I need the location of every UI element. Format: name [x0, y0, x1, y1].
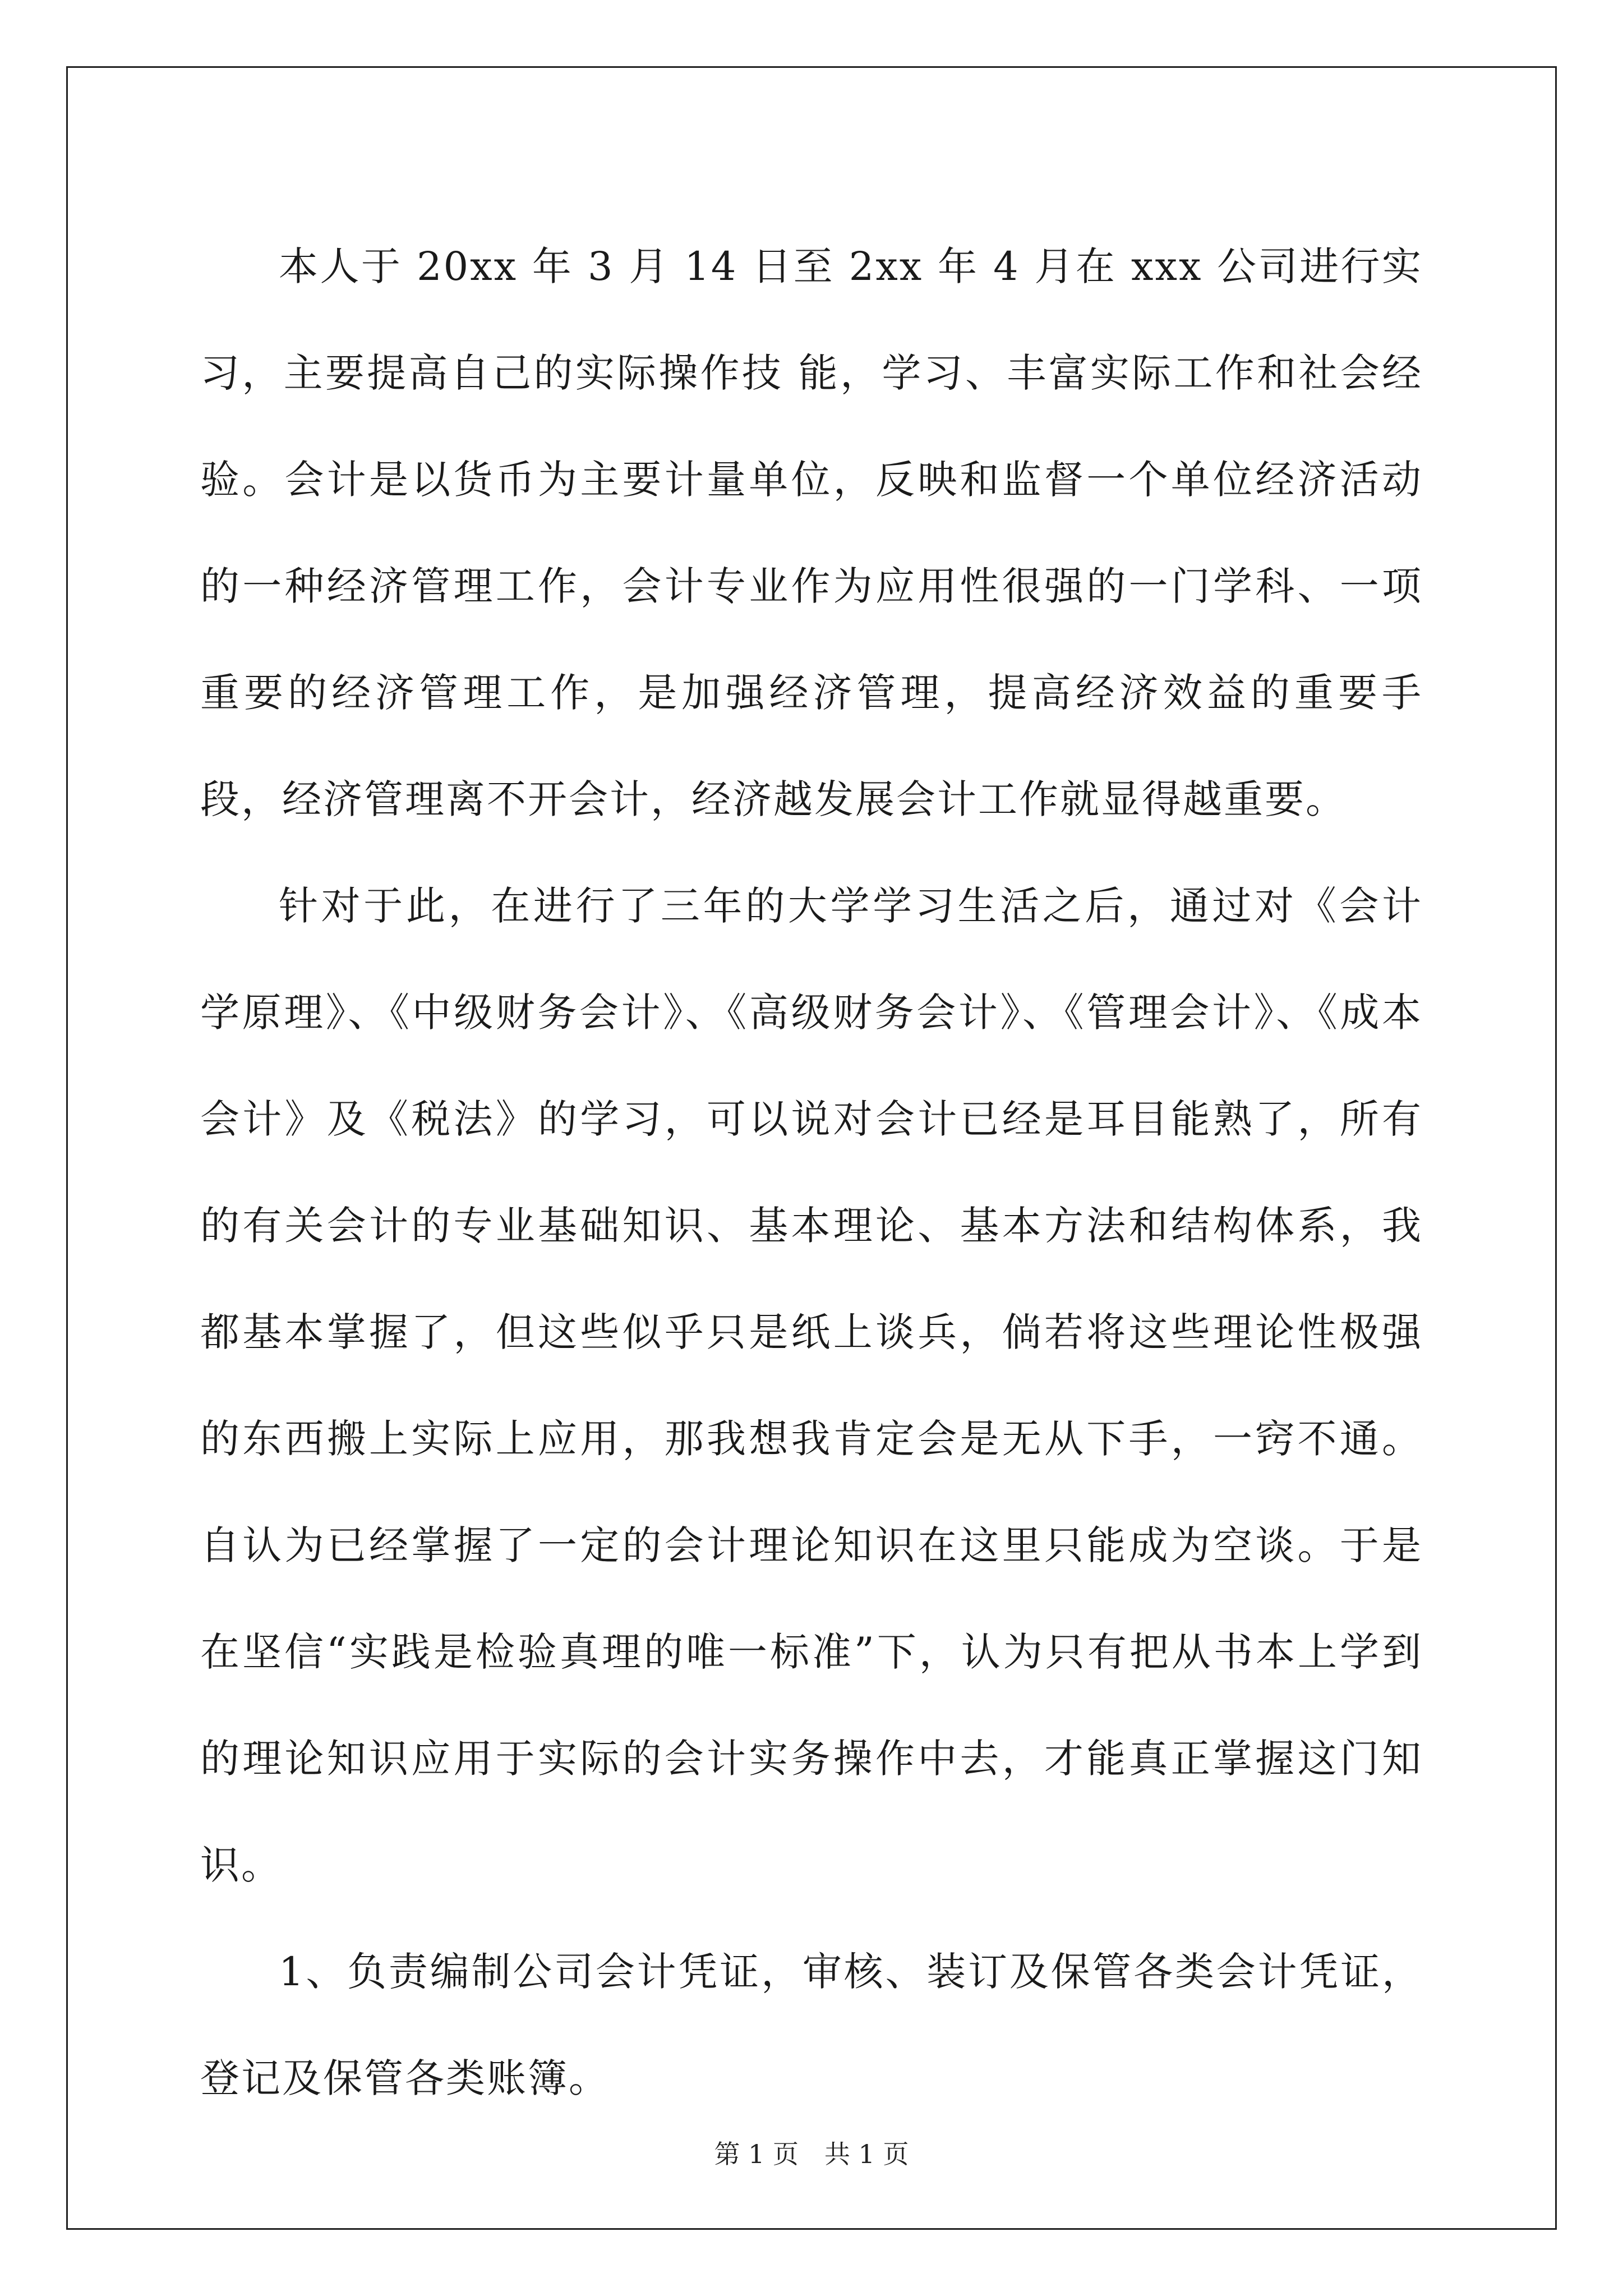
page-number: 第 1 页 共 1 页 [714, 2139, 909, 2169]
paragraph-study-background: 针对于此，在进行了三年的大学学习生活之后，通过对《会计学原理》、《中级财务会计》、《高级财务会计》、《管理会计》、《成本会计》及《税法》的学习，可以说对会计已经是耳目能熟了，所有的有关会计的专业基础知识、基本理论、基本方法和结构体系，我都基本掌握了，但这些似乎只是纸上谈兵，倘若将这些理论性极强的东西搬上实际上应用，那我想我肯定会是无从下手，一窍不通。自认为已经掌握了一定的会计理论知识在这里只能成为空谈。于是在坚信“实践是检验真理的唯一标准”下，认为只有把从书本上学到的理论知识应用于实际的会计实务操作中去，才能真正掌握这门知识。 [200, 883, 1423, 1888]
document-body [200, 213, 1423, 2132]
paragraph-duty-1: 1、负责编制公司会计凭证，审核、装订及保管各类会计凭证，登记及保管各类账簿。 [200, 1949, 1423, 2101]
paragraph-intro: 本人于 20xx 年 3 月 14 日至 2xx 年 4 月在 xxx 公司进行实习，主要提高自己的实际操作技 能，学习、丰富实际工作和社会经验。会计是以货币为主要计量单位，反映和监督一个单位经济活动的一种经济管理工作，会计专业作为应用性很强的一门学科、一项重要的经济管理工作，是加强经济管理，提高经济效益的重要手段，经济管理离不开会计，经济越发展会计工作就显得越重要。 [200, 243, 1423, 822]
